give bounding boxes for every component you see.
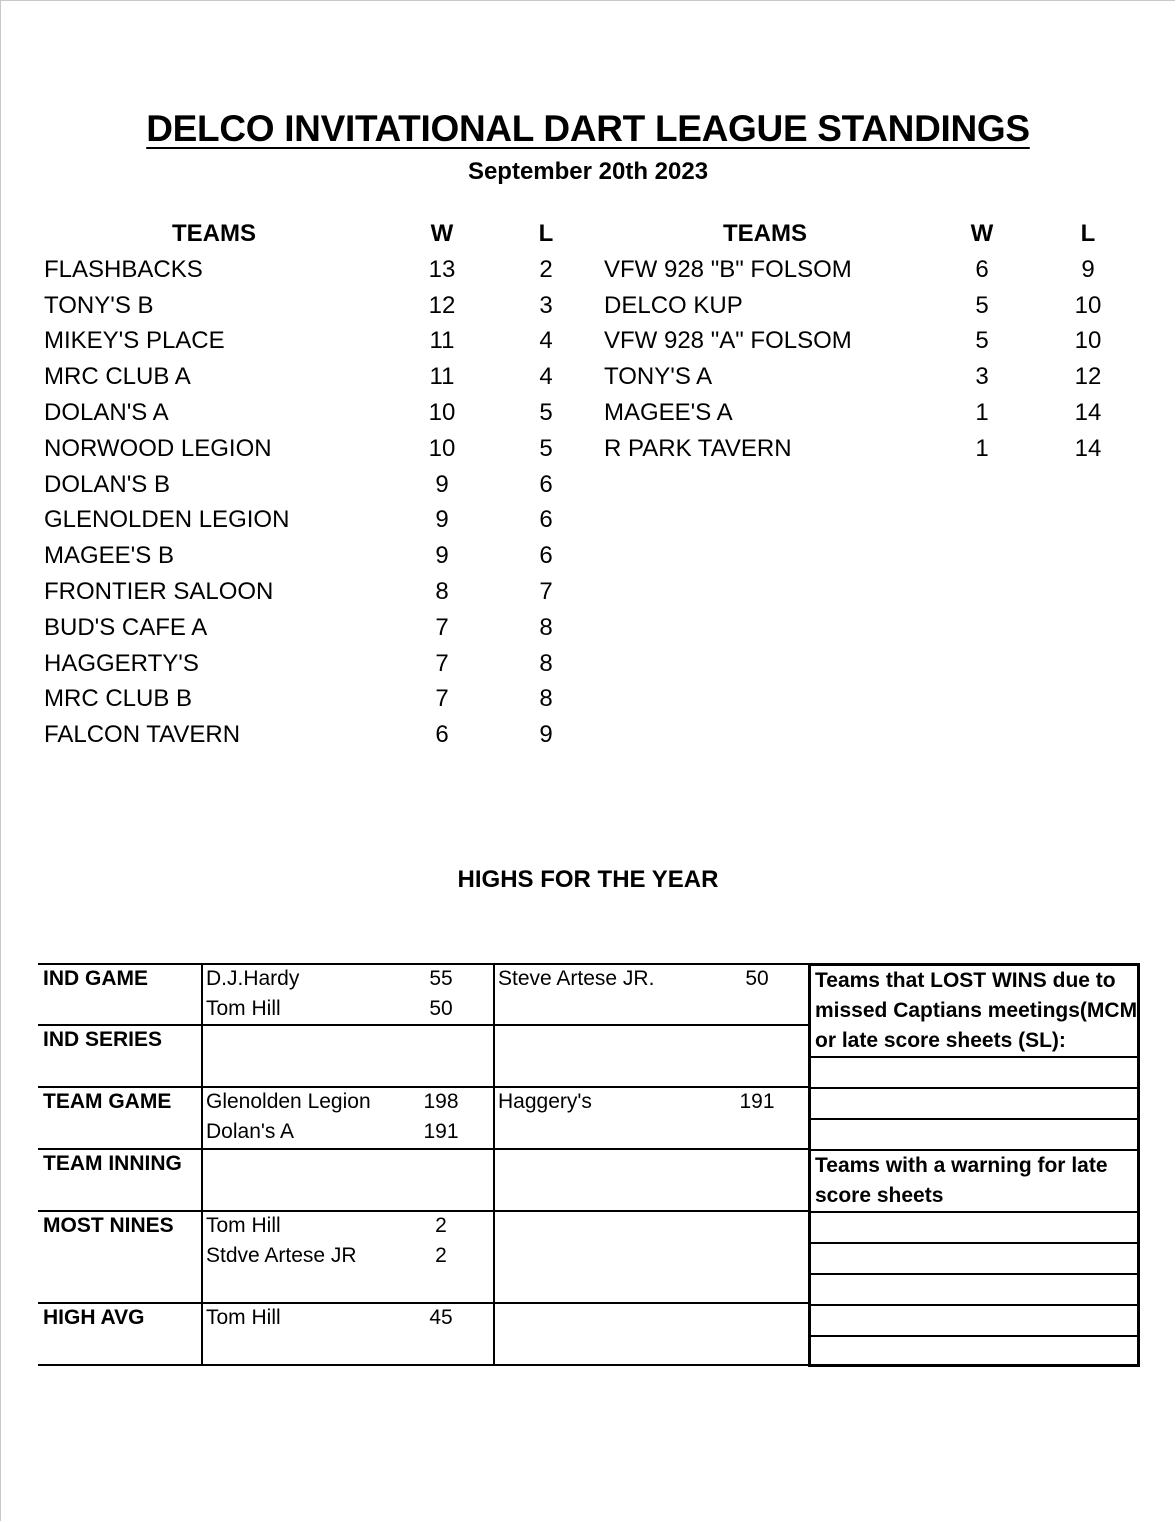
standings-row <box>604 256 1144 292</box>
standings-row <box>604 327 1144 363</box>
team-name: VFW 928 "B" FOLSOM <box>604 255 852 283</box>
highs-entry <box>203 1242 493 1272</box>
team-losses: 4 <box>539 363 553 391</box>
team-losses: 4 <box>539 327 553 355</box>
wins-header: W <box>970 220 994 247</box>
player-name: Tom Hill <box>206 1306 281 1329</box>
team-wins: 3 <box>975 363 989 391</box>
team-name: DELCO KUP <box>604 291 743 319</box>
lost-wins-note <box>811 966 1137 1058</box>
standings-row <box>44 435 584 471</box>
team-wins: 7 <box>435 613 449 641</box>
team-name: MRC CLUB A <box>44 363 191 391</box>
team-wins: 12 <box>428 291 456 319</box>
team-name: MAGEE'S A <box>604 398 733 426</box>
standings-right <box>604 220 1144 471</box>
player-score: 50 <box>429 997 453 1020</box>
standings-header <box>44 220 584 256</box>
note-blank-row <box>811 1120 1137 1151</box>
team-name: HAGGERTY'S <box>44 649 199 677</box>
player-name: Stdve Artese JR <box>206 1244 357 1267</box>
player-name: Glenolden Legion <box>206 1090 371 1113</box>
highs-primary-cell <box>201 1150 493 1210</box>
note-blank-row <box>811 1337 1137 1367</box>
standings-date: September 20th 2023 <box>467 158 709 185</box>
player-score: 198 <box>423 1090 459 1113</box>
player-name: Dolan's A <box>206 1120 295 1143</box>
highs-entry <box>203 965 493 995</box>
team-losses: 10 <box>1074 327 1102 355</box>
team-losses: 9 <box>1081 255 1095 283</box>
team-losses: 14 <box>1074 398 1102 426</box>
highs-secondary-cell <box>493 1304 810 1364</box>
losses-header: L <box>538 220 554 247</box>
standings-row <box>44 327 584 363</box>
standings-row <box>44 685 584 721</box>
player-score: 191 <box>739 1090 775 1113</box>
highs-primary-cell <box>201 965 493 1024</box>
team-name: DOLAN'S A <box>44 398 169 426</box>
highs-entry <box>203 1088 493 1118</box>
team-wins: 5 <box>975 291 989 319</box>
highs-category: TEAM GAME <box>43 1090 172 1113</box>
team-name: NORWOOD LEGION <box>44 434 272 462</box>
lost-wins-line: Teams that LOST WINS due to <box>815 969 1116 992</box>
team-wins: 10 <box>428 398 456 426</box>
standings-row <box>44 471 584 507</box>
team-losses: 14 <box>1074 434 1102 462</box>
team-name: DOLAN'S B <box>44 470 170 498</box>
highs-entry <box>495 965 810 995</box>
warning-line: score sheets <box>815 1184 944 1207</box>
highs-category: MOST NINES <box>43 1214 174 1237</box>
highs-title: HIGHS FOR THE YEAR <box>457 866 719 893</box>
player-score: 50 <box>745 967 769 990</box>
standings-left <box>44 220 584 757</box>
team-losses: 7 <box>539 577 553 605</box>
standings-header <box>604 220 1144 256</box>
team-losses: 6 <box>539 506 553 534</box>
team-name: BUD'S CAFE A <box>44 613 208 641</box>
team-wins: 11 <box>429 363 455 391</box>
team-wins: 6 <box>435 721 449 749</box>
wins-header: W <box>430 220 454 247</box>
highs-category: HIGH AVG <box>43 1306 145 1329</box>
team-wins: 11 <box>429 327 455 355</box>
team-name: VFW 928 "A" FOLSOM <box>604 327 852 355</box>
team-losses: 9 <box>539 721 553 749</box>
team-name: GLENOLDEN LEGION <box>44 506 290 534</box>
highs-entry <box>495 1088 810 1118</box>
highs-category: IND GAME <box>43 967 148 990</box>
player-name: Tom Hill <box>206 1214 281 1237</box>
player-score: 2 <box>435 1214 447 1237</box>
standings-row <box>604 292 1144 328</box>
team-wins: 7 <box>435 649 449 677</box>
team-wins: 1 <box>975 434 989 462</box>
teams-header: TEAMS <box>172 220 256 247</box>
warning-note <box>811 1151 1137 1213</box>
highs-entry <box>203 1304 493 1334</box>
player-name: Haggery's <box>498 1090 592 1113</box>
highs-category: IND SERIES <box>43 1028 163 1051</box>
lost-wins-line: missed Captians meetings(MCM <box>815 999 1138 1022</box>
team-wins: 1 <box>975 398 989 426</box>
team-name: MAGEE'S B <box>44 542 174 570</box>
team-name: MRC CLUB B <box>44 685 193 713</box>
team-wins: 10 <box>428 434 456 462</box>
highs-secondary-cell <box>493 1026 810 1086</box>
highs-primary-cell <box>201 1026 493 1086</box>
team-wins: 9 <box>435 470 449 498</box>
highs-row <box>38 1150 810 1212</box>
standings-row <box>44 292 584 328</box>
highs-entry <box>203 1118 493 1148</box>
team-wins: 8 <box>435 577 449 605</box>
player-name: Tom Hill <box>206 997 281 1020</box>
team-name: MIKEY'S PLACE <box>44 327 225 355</box>
standings-row <box>44 506 584 542</box>
losses-header: L <box>1080 220 1096 247</box>
highs-secondary-cell <box>493 1212 810 1302</box>
note-blank-row <box>811 1275 1137 1306</box>
team-name: FALCON TAVERN <box>44 721 241 749</box>
highs-row <box>38 1026 810 1088</box>
note-blank-row <box>811 1213 1137 1244</box>
player-score: 2 <box>435 1244 447 1267</box>
highs-table <box>38 963 810 1366</box>
highs-secondary-cell <box>493 965 810 1024</box>
player-score: 191 <box>423 1120 459 1143</box>
standings-row <box>604 363 1144 399</box>
standings-row <box>44 363 584 399</box>
note-blank-row <box>811 1058 1137 1089</box>
standings-row <box>44 399 584 435</box>
team-losses: 10 <box>1074 291 1102 319</box>
team-losses: 5 <box>539 398 553 426</box>
team-name: TONY'S B <box>44 291 154 319</box>
highs-primary-cell <box>201 1088 493 1148</box>
highs-primary-cell <box>201 1212 493 1302</box>
standings-row <box>44 721 584 757</box>
team-wins: 9 <box>435 506 449 534</box>
lost-wins-line: or late score sheets (SL): <box>815 1029 1066 1052</box>
team-wins: 13 <box>428 255 456 283</box>
team-losses: 8 <box>539 649 553 677</box>
highs-row <box>38 1212 810 1304</box>
team-losses: 8 <box>539 685 553 713</box>
highs-secondary-cell <box>493 1088 810 1148</box>
player-name: Steve Artese JR. <box>498 967 655 990</box>
highs-primary-cell <box>201 1304 493 1364</box>
player-score: 45 <box>429 1306 453 1329</box>
highs-row <box>38 1304 810 1366</box>
standings-row <box>604 399 1144 435</box>
team-losses: 8 <box>539 613 553 641</box>
team-losses: 6 <box>539 470 553 498</box>
team-losses: 5 <box>539 434 553 462</box>
warning-line: Teams with a warning for late <box>815 1154 1108 1177</box>
team-losses: 3 <box>539 291 553 319</box>
team-losses: 6 <box>539 542 553 570</box>
standings-row <box>44 542 584 578</box>
side-notes-box <box>808 963 1140 1367</box>
note-blank-row <box>811 1306 1137 1337</box>
team-name: FRONTIER SALOON <box>44 577 274 605</box>
team-losses: 12 <box>1074 363 1102 391</box>
team-losses: 2 <box>539 255 553 283</box>
note-blank-row <box>811 1089 1137 1120</box>
team-wins: 5 <box>975 327 989 355</box>
teams-header: TEAMS <box>723 220 807 247</box>
highs-entry <box>203 995 493 1025</box>
team-name: FLASHBACKS <box>44 255 203 283</box>
standings-row <box>44 578 584 614</box>
highs-row <box>38 965 810 1026</box>
team-wins: 7 <box>435 685 449 713</box>
player-name: D.J.Hardy <box>206 967 300 990</box>
player-score: 55 <box>429 967 453 990</box>
standings-row <box>604 435 1144 471</box>
highs-entry <box>203 1212 493 1242</box>
highs-category: TEAM INNING <box>43 1152 182 1175</box>
highs-row <box>38 1088 810 1150</box>
team-wins: 6 <box>975 255 989 283</box>
standings-row <box>44 650 584 686</box>
team-name: R PARK TAVERN <box>604 434 792 462</box>
standings-row <box>44 614 584 650</box>
standings-row <box>44 256 584 292</box>
team-name: TONY'S A <box>604 363 713 391</box>
note-blank-row <box>811 1244 1137 1275</box>
team-wins: 9 <box>435 542 449 570</box>
page-title: DELCO INVITATIONAL DART LEAGUE STANDINGS <box>146 108 1030 149</box>
highs-secondary-cell <box>493 1150 810 1210</box>
